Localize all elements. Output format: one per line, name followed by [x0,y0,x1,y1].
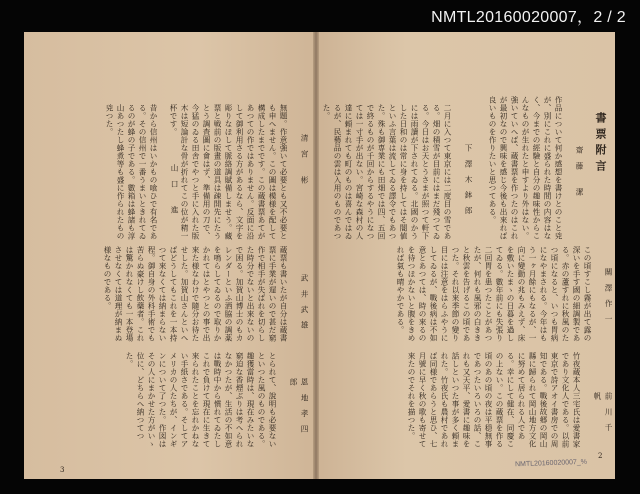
section-body: 蔵票も書いたが自分は蔵書票に手業が遅いので甚だ窮作で相手が失ばれを切らした時分でないと出來ないので困る。加賀山博士のもカレンダーといふ洒脇の調薬を鳴らしてゐるので取りかかれてはとやつとの事で出來た様なわけで隨分お待たせした。加賀山さんといへばどうしてもこれを一本持つて來なくては納まらない程。御自身の外科手術でも苦らぬ豪けし飲藥者。これは驚かれなくても一本登場させなくては道理が納まぬ様なものである。 [103,246,288,342]
section-author: 前川千帆 [593,392,613,439]
catalog-handwritten-mark: NMTL20160020007_% [514,458,588,469]
book-gutter [313,32,319,479]
section-body: 無題。作意強いて必要とも又不必要とも申へません。この圖は模様を配して構成したまでです。この蔵書票あてがあつての作ではありません。反面に沿して御利用さる方があるなら、文字を彫りなほして脈絡調賦備しませう。藏票と戦前の版畫の道具は疎開先にたうとう調査圖に會はず、準備用の刀で、今猛のゐる田舎でやつと手に入れた版木は短論計な骨が折れてこの位が精一杯です。 [169,104,288,240]
section-maekawa [324,352,614,448]
section-shimozawa [324,104,474,242]
section-author: 武井武雄 [300,274,309,337]
viewer-reference-label: NMTL20160020007，2 / 2 [431,9,626,26]
page-number-left: 3 [60,466,65,474]
section-onchi [34,352,310,448]
section-author: 下澤木鉢郎 [464,144,473,222]
section-author: 齋藤 潔 [575,146,584,204]
section-takei [34,246,310,346]
section-body: この頃すこし霧が出て露の深いを手す國の細調製である。赤の蘆すれに秋風のたつ頃になると、いつも胃病になやまされる。今年はもう一ヶ月餘にもなるが、一向に變動の兆もみえず、床を敷いたまゝの日暮を過してゐる。數年前にも失張り二回胃を患つたことがあつたが、何れも風邪の白ききと秋雲を告げるこの頃であつた。それ以來季節の變り目には注意をはらふやうにしてゐるが、戰後病は不如意とあつては、時の來るのを待つほかないと腹をきめれば氣も晴やかである。 [396,246,592,342]
section-author: 恩地孝四郎 [289,378,309,441]
section-body: とられて、說明も必要ないといつた風のものである。趣獲當時は、現在みたいな窮迫な香煙ぶりは考へられなかつたが、生活の不如意は戰時中から慣れてゐたしこれで負けて現在に生きて來られたことを忘れかねない手紙さである。そしてアメリカの人たちが、インギンについて了つた。作図はその人にまかせた方がいゝ位に、どちらへ納つてつた。 [125,352,277,448]
section-yamaguchi [40,104,180,242]
page-number-right: 2 [598,452,603,460]
section-author: 山口 進 [170,164,179,222]
section-author: 關澤作一 [604,268,613,331]
section-shohyo-fugen [478,96,606,242]
section-body: 作品について何か感想を書けとのこと兇が、別にこれに盛られた時間の内容はなく、今までの經驗と自分の趣味性からこんなものが生れたと申すより外はない。強いていへば、蔵書票を作つたのはこれが最初なので興味を感じ今後も出來れば良いものを作りたいと思つてある。 [488,96,563,240]
section-body: 昔から信州はいかもの喰ひで有名である。その信州で一番うまいときれてゐるのが蜂の子である。數箱は蜂諸も淳山あつたし蜂煮等も盛に作られたもの兇つた。 [105,104,158,240]
section-title: 書票附言 [594,112,607,176]
section-sekizawa [324,246,614,346]
section-body: 二月に入つて東京には二度目の雪である。畑の積雪が目前にはまだ殘つてゐる。今日はお天とうさまが照つて軒下には雨讀が下されてゐる。北國のかうした日和のは常に身を持してはそ闇値といふ言葉は流してゐる譯令でもあつた。殊も御専業にも田畑では四、五回で終るものが千回からするやうになつては一寸手が出ない。宮崎な森村の人達に頼まれても町のものは喜んではゐるが、民藝品の雲は入用のものであつた。 [322,104,452,240]
section-body: 竹夜蔵本人三宅氏は愛書家であり文化人である。以前東京で詩アオイ書房での周知である。戰後故郷の岡山縣に歸られて岡山地方文化に努めて居られる人である。幸にして健在、同慶この上ない。この蔵票を作る頃のあの頃の夜は平穏無事であつたいろいろの話、これも又天平、愛書に趣味を話しといつた事が多く頼まれた。竹夜氏も農村であれば同様であらうと思ひ、七月號に早く秋の歌も寄せて來たのでそれを描つた。 [407,352,581,448]
section-author: 清宮 彬 [300,134,309,192]
